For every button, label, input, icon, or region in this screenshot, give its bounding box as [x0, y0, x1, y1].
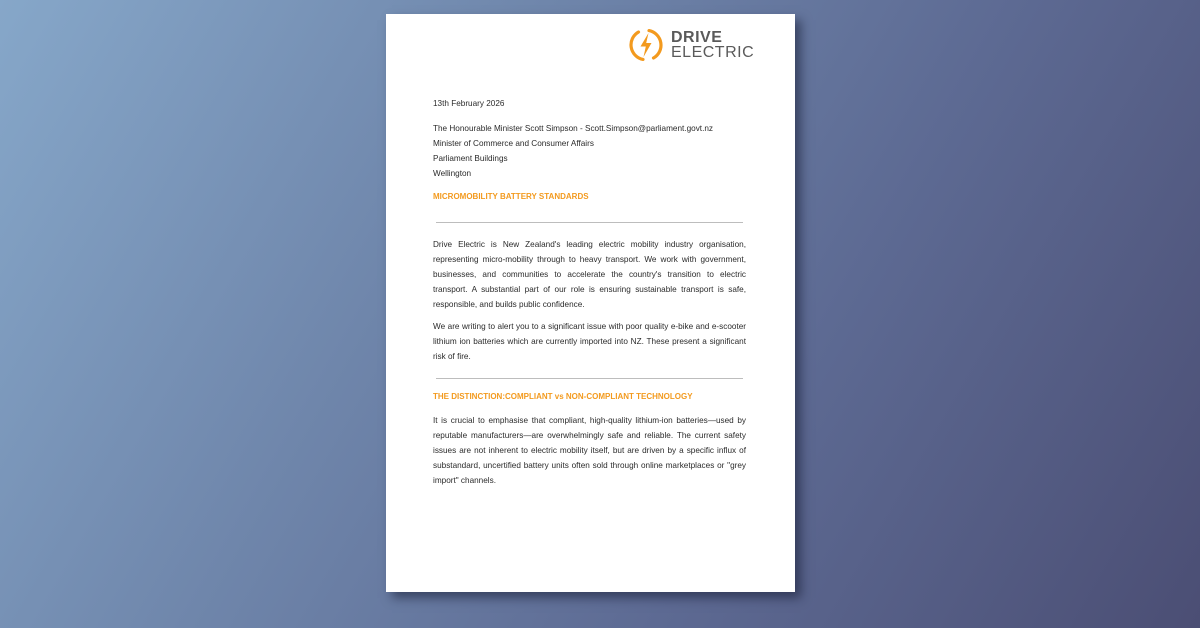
section-heading-battery-standards: MICROMOBILITY BATTERY STANDARDS [433, 192, 589, 201]
paragraph-alert: We are writing to alert you to a significant issue with poor quality e-bike and e-scooter lithium ion batteries which are currently imported into NZ. These present a significant risk of fire. [433, 322, 746, 361]
paragraph-intro: Drive Electric is New Zealand's leading electric mobility industry organisation, representing micro-mobility through to heavy transport. We work with government, businesses, and communities to accelerate the country's transition to electric transport. A substantial part of our role is ensuring sustainable transport is safe, responsible, and builds public confidence. [433, 240, 746, 309]
letter-date: 13th February 2026 [433, 99, 505, 108]
paragraph-distinction: It is crucial to emphasise that compliant, high-quality lithium-ion batteries—used by reputable manufacturers—are overwhelmingly safe and reliable. The current safety issues are not inherent to electric mobility itself, but are driven by a specific influx of substandard, uncertified battery units often sold through online marketplaces or "grey import" channels. [433, 416, 746, 485]
recipient-line[interactable]: The Honourable Minister Scott Simpson - Scott.Simpson@parliament.govt.nz [433, 124, 713, 133]
logo-text-drive: DRIVE [671, 29, 723, 46]
recipient-city: Wellington [433, 169, 472, 178]
lightning-circle-icon [628, 27, 664, 63]
section-heading-distinction: THE DISTINCTION:COMPLIANT vs NON-COMPLIANT TECHNOLOGY [433, 392, 693, 401]
recipient-title: Minister of Commerce and Consumer Affairs [433, 139, 594, 148]
divider [436, 222, 743, 223]
logo-text-electric: ELECTRIC [671, 44, 755, 61]
drive-electric-logo [628, 27, 754, 63]
divider [436, 378, 743, 379]
recipient-building: Parliament Buildings [433, 154, 508, 163]
letter-body [433, 96, 746, 495]
letter-page [386, 14, 795, 592]
logo-wordmark [671, 30, 754, 60]
